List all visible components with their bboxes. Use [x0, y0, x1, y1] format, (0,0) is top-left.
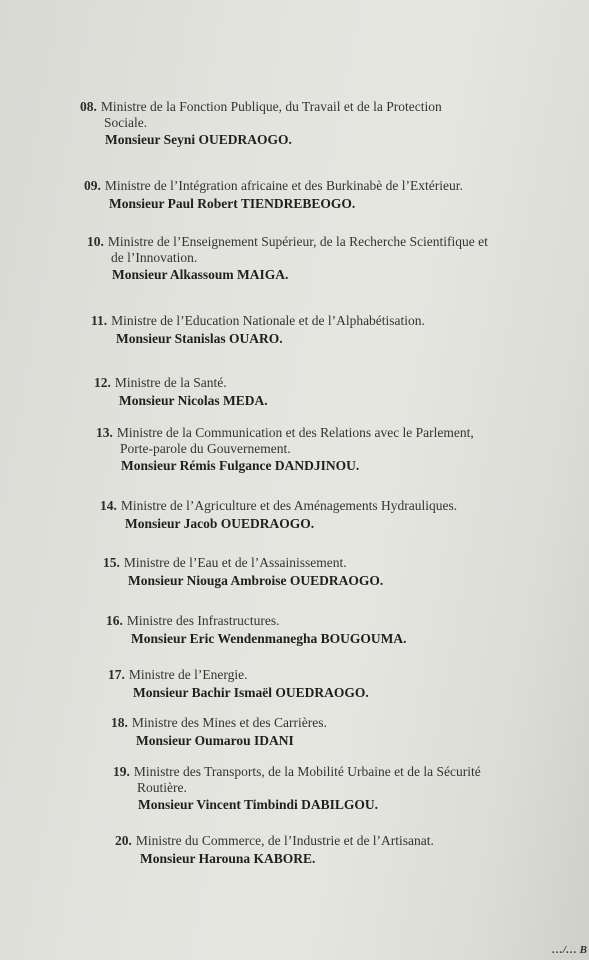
- ministry-title: Ministre de l’Energie.: [128, 667, 248, 682]
- minister-name: Monsieur Nicolas MEDA.: [119, 392, 268, 408]
- minister-name: Monsieur Niouga Ambroise OUEDRAOGO.: [128, 572, 384, 588]
- ministry-entry-09: [84, 178, 463, 211]
- ministry-entry-18: [111, 715, 327, 748]
- minister-name: Monsieur Oumarou IDANI: [136, 732, 294, 748]
- ministry-title: Ministre de la Santé.: [114, 375, 227, 390]
- ministry-title: Ministre de l’Intégration africaine et des Burkinabè de l’Extérieur.: [104, 178, 463, 193]
- entry-number: 18.: [111, 715, 128, 730]
- minister-name: Monsieur Jacob OUEDRAOGO.: [125, 515, 315, 531]
- minister-name: Monsieur Stanislas OUARO.: [116, 330, 283, 346]
- entry-number: 19.: [113, 764, 130, 779]
- ministry-title: Ministre des Transports, de la Mobilité Urbaine et de la Sécurité: [133, 764, 481, 779]
- entry-number: 15.: [103, 555, 120, 570]
- ministry-title-continued: de l’Innovation.: [111, 249, 198, 265]
- ministry-title: Ministre de la Communication et des Relations avec le Parlement,: [116, 425, 474, 440]
- minister-name: Monsieur Harouna KABORE.: [140, 850, 316, 866]
- entry-number: 16.: [106, 613, 123, 628]
- entry-number: 20.: [115, 833, 132, 848]
- ministry-title: Ministre de l’Enseignement Supérieur, de la Recherche Scientifique et: [107, 234, 488, 249]
- entry-number: 14.: [100, 498, 117, 513]
- ministry-title-continued: Sociale.: [104, 114, 148, 130]
- ministry-title: Ministre des Mines et des Carrières.: [131, 715, 327, 730]
- minister-name: Monsieur Seyni OUEDRAOGO.: [105, 132, 292, 147]
- ministry-title: Ministre des Infrastructures.: [126, 613, 280, 628]
- page-continuation-mark: …/… B: [551, 944, 587, 956]
- entry-number: 11.: [91, 313, 108, 328]
- entry-number: 13.: [96, 425, 113, 440]
- ministry-entry-15: [103, 555, 383, 588]
- minister-name: Monsieur Vincent Timbindi DABILGOU.: [138, 797, 379, 812]
- minister-name: Monsieur Eric Wendenmanegha BOUGOUMA.: [131, 630, 407, 646]
- entry-number: 09.: [84, 178, 101, 193]
- ministry-entry-08: [80, 99, 442, 148]
- entry-number: 12.: [94, 375, 111, 390]
- ministry-title: Ministre de l’Agriculture et des Aménagements Hydrauliques.: [120, 498, 458, 513]
- ministry-title: Ministre du Commerce, de l’Industrie et de l’Artisanat.: [135, 833, 434, 848]
- entry-number: 08.: [80, 99, 97, 114]
- ministry-title-continued: Routière.: [137, 779, 187, 795]
- minister-name: Monsieur Rémis Fulgance DANDJINOU.: [121, 458, 360, 473]
- minister-name: Monsieur Alkassoum MAIGA.: [112, 267, 289, 282]
- ministry-entry-14: [100, 498, 457, 531]
- ministry-title: Ministre de l’Eau et de l’Assainissement.: [123, 555, 347, 570]
- ministry-title: Ministre de l’Education Nationale et de l’Alphabétisation.: [111, 313, 425, 328]
- ministry-entry-11: [91, 313, 425, 346]
- ministry-entry-20: [115, 833, 434, 866]
- ministry-entry-19: [113, 764, 481, 813]
- ministry-title-continued: Porte-parole du Gouvernement.: [120, 440, 291, 456]
- ministry-entry-12: [94, 375, 268, 408]
- minister-name: Monsieur Bachir Ismaël OUEDRAOGO.: [133, 684, 369, 700]
- ministry-entry-13: [96, 425, 474, 474]
- ministry-entry-10: [87, 234, 488, 283]
- ministry-entry-17: [108, 667, 369, 700]
- minister-name: Monsieur Paul Robert TIENDREBEOGO.: [109, 195, 356, 211]
- entry-number: 10.: [87, 234, 104, 249]
- ministry-entry-16: [106, 613, 407, 646]
- entry-number: 17.: [108, 667, 125, 682]
- ministry-title: Ministre de la Fonction Publique, du Travail et de la Protection: [100, 99, 442, 114]
